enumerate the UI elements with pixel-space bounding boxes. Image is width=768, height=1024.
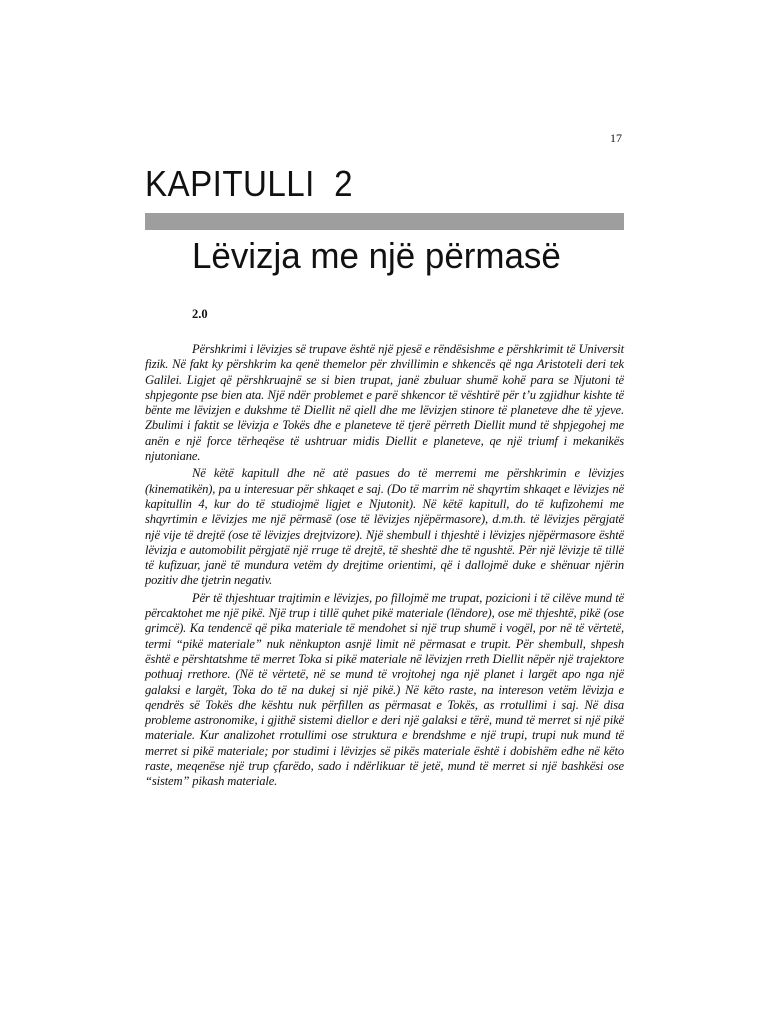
section-number: 2.0 [192, 307, 208, 321]
chapter-title: Lëvizja me një përmasë [192, 235, 561, 276]
paragraph: Përshkrimi i lëvizjes së trupave është një pjesë e rëndësishme e përshkrimit të Universit fizik. Në fakt ky përshkrim ka qenë themelor për zhvillimin e shkencës që nga Aristoteli deri tek Galilei. Ligjet që përshkruajnë se si bien trupat, janë zbuluar shumë kohë para se Njutoni të shpjegonte pse bien ata. Një ndër problemet e parë shkencor të vështirë për t’u zgjidhur kishte të bënte me lëvizjen e dukshme të Diellit në qiell dhe me lëvizjen stinore të planeteve dhe të yjeve. Zbulimi i faktit se lëvizja e Tokës dhe e planeteve të tjerë përreth Diellit mund të shpjegohej me anën e një force tërheqëse të ushtruar midis Diellit e planeteve, qe një triumf i mekanikës njutoniane. [145, 342, 624, 464]
body-text [145, 342, 624, 792]
page-number: 17 [610, 131, 622, 145]
paragraph: Për të thjeshtuar trajtimin e lëvizjes, po fillojmë me trupat, pozicioni i të cilëve mund të përcaktohet me një pikë. Një trup i tillë quhet pikë materiale (lëndore), ose më thjeshtë, pikë (ose grimcë). Ka tendencë që pika materiale të mendohet si një trup shumë i vogël, por në të vërtetë, termi “pikë materiale” nuk nënkupton asnjë limit në përmasat e trupit. Për shembull, shpesh është e përshtatshme të merret Toka si pikë materiale në lëvizjen rreth Diellit nëpër një trajektore pothuaj rrethore. (Në të vërtetë, në se mund të vrojtohej nga një planet i largët apo nga një galaksi e largët, Toka do të na dukej si një pikë.) Në këto raste, na intereson vetëm lëvizja e qendrës së Tokës dhe kështu nuk përfillen as përmasat e Tokës, as rrotullimi i saj. Në disa probleme astronomike, i gjithë sistemi diellor e deri një galaksi e tërë, mund të merret si një pikë materiale. Kur analizohet rrotullimi ose struktura e brendshme e një trupi, trupi nuk mund të merret si pikë materiale; por studimi i lëvizjes së pikës materiale është i dobishëm edhe në këto raste, meqenëse një trup çfarëdo, sado i ndërlikuar të jetë, mund të merret si një bashkësi ose “sistem” pikash materiale. [145, 590, 624, 789]
chapter-label: KAPITULLI 2 [145, 163, 354, 204]
paragraph: Në këtë kapitull dhe në atë pasues do të merremi me përshkrimin e lëvizjes (kinematikën), pa u interesuar për shkaqet e saj. (Do të marrim në shqyrtim shkaqet e lëvizjes në kapitullin 4, kur do të studiojmë ligjet e Njutonit). Në këtë kapitull, do të kufizohemi me shqyrtimin e lëvizjes me një përmasë (ose të lëvizjes njëpërmasore), d.m.th. të lëvizjes përgjatë një vije të drejtë (ose të lëvizjes drejtvizore). Një shembull i thjeshtë i lëvizjes njëpërmasore është lëvizja e automobilit përgjatë një rruge të drejtë, të sheshtë dhe të ngushtë. Për një lëvizje të tillë të kufizuar, janë të mundura vetëm dy drejtime orientimi, që i dallojmë duke e shënuar njërin pozitiv dhe tjetrin negativ. [145, 466, 624, 588]
chapter-divider-bar [145, 213, 624, 230]
